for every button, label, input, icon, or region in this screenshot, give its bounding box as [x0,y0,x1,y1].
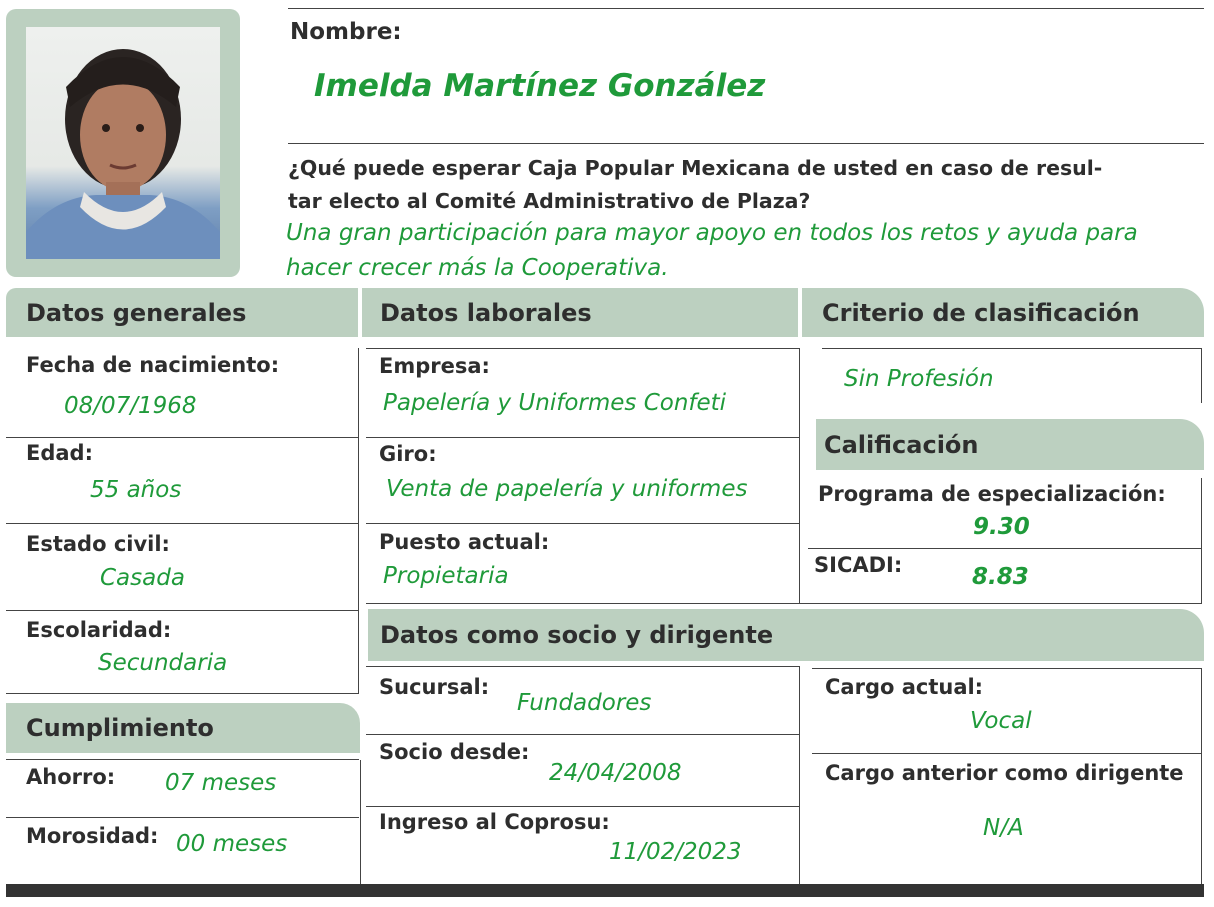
header-member: Datos como socio y dirigente [368,609,1204,661]
general-divider-2 [6,523,359,524]
birth-value: 08/07/1968 [64,393,197,419]
candidate-name: Imelda Martínez González [314,68,766,104]
since-label: Socio desde: [379,740,530,764]
since-value: 24/04/2008 [549,760,682,786]
rating-right-border [1201,478,1202,604]
name-label: Nombre: [290,19,402,45]
person-silhouette [26,27,220,259]
question-line-1: ¿Qué puede esperar Caja Popular Mexicana de usted en caso de resul- [288,156,1103,180]
work-right-border [799,348,800,604]
answer-line-1: Una gran participación para mayor apoyo en todos los retos y ayuda para [286,220,1138,246]
header-classification: Criterio de clasificación [802,288,1204,337]
coprosu-label: Ingreso al Coprosu: [379,810,610,834]
company-value: Papelería y Uniformes Confeti [383,390,727,416]
civil-value: Casada [100,565,185,591]
branch-value: Fundadores [517,690,652,716]
bottom-bar [6,884,1204,897]
current-role-value: Vocal [970,708,1032,734]
header-general: Datos generales [6,288,358,337]
general-divider-4 [6,693,359,694]
previous-role-label: Cargo anterior como dirigente [825,761,1184,785]
age-value: 55 años [90,477,182,503]
program-value: 9.30 [973,514,1030,540]
branch-label: Sucursal: [379,675,490,699]
general-divider-1 [6,437,359,438]
position-label: Puesto actual: [379,530,550,554]
member-divider-1 [366,734,799,735]
delinquency-value: 00 meses [176,831,288,857]
compliance-divider [6,817,359,818]
business-label: Giro: [379,442,437,466]
rating-divider [808,548,1202,549]
work-divider-2 [366,523,799,524]
savings-value: 07 meses [165,770,277,796]
candidate-photo [26,27,220,259]
header-rating: Calificación [816,419,1204,470]
general-divider-3 [6,610,359,611]
classification-right-border [1201,348,1202,403]
member-right-top-border [812,668,1202,669]
header-compliance: Cumplimiento [6,703,360,753]
birth-label: Fecha de nacimiento: [26,353,280,377]
top-divider [288,8,1204,9]
question-line-2: tar electo al Comité Administrativo de Plaza? [288,189,811,213]
work-top-border [366,348,799,349]
answer-line-2: hacer crecer más la Cooperativa. [286,255,669,281]
business-value: Venta de papelería y uniformes [386,476,748,502]
previous-role-value: N/A [983,815,1024,841]
sicadi-value: 8.83 [972,564,1029,590]
member-right-divider [812,753,1202,754]
position-value: Propietaria [383,563,509,589]
member-right-border [1201,668,1202,884]
company-label: Empresa: [379,354,490,378]
classification-top-border [822,348,1202,349]
rating-bottom-border [800,603,1202,604]
member-top-border [366,666,799,667]
classification-value: Sin Profesión [844,366,994,392]
work-divider-1 [366,437,799,438]
program-label: Programa de especialización: [818,482,1166,506]
school-label: Escolaridad: [26,618,172,642]
school-value: Secundaria [98,650,228,676]
age-label: Edad: [26,441,93,465]
civil-label: Estado civil: [26,532,170,556]
work-bottom-border [366,603,799,604]
member-divider-2 [366,806,799,807]
coprosu-value: 11/02/2023 [609,839,742,865]
general-right-border [358,348,359,694]
member-mid-border [799,666,800,884]
current-role-label: Cargo actual: [825,675,984,699]
compliance-right-border [360,760,361,884]
delinquency-label: Morosidad: [26,824,159,848]
header-work: Datos laborales [362,288,798,337]
compliance-top-border [6,759,359,760]
name-divider [288,143,1204,144]
sicadi-label: SICADI: [814,553,903,577]
savings-label: Ahorro: [26,765,116,789]
